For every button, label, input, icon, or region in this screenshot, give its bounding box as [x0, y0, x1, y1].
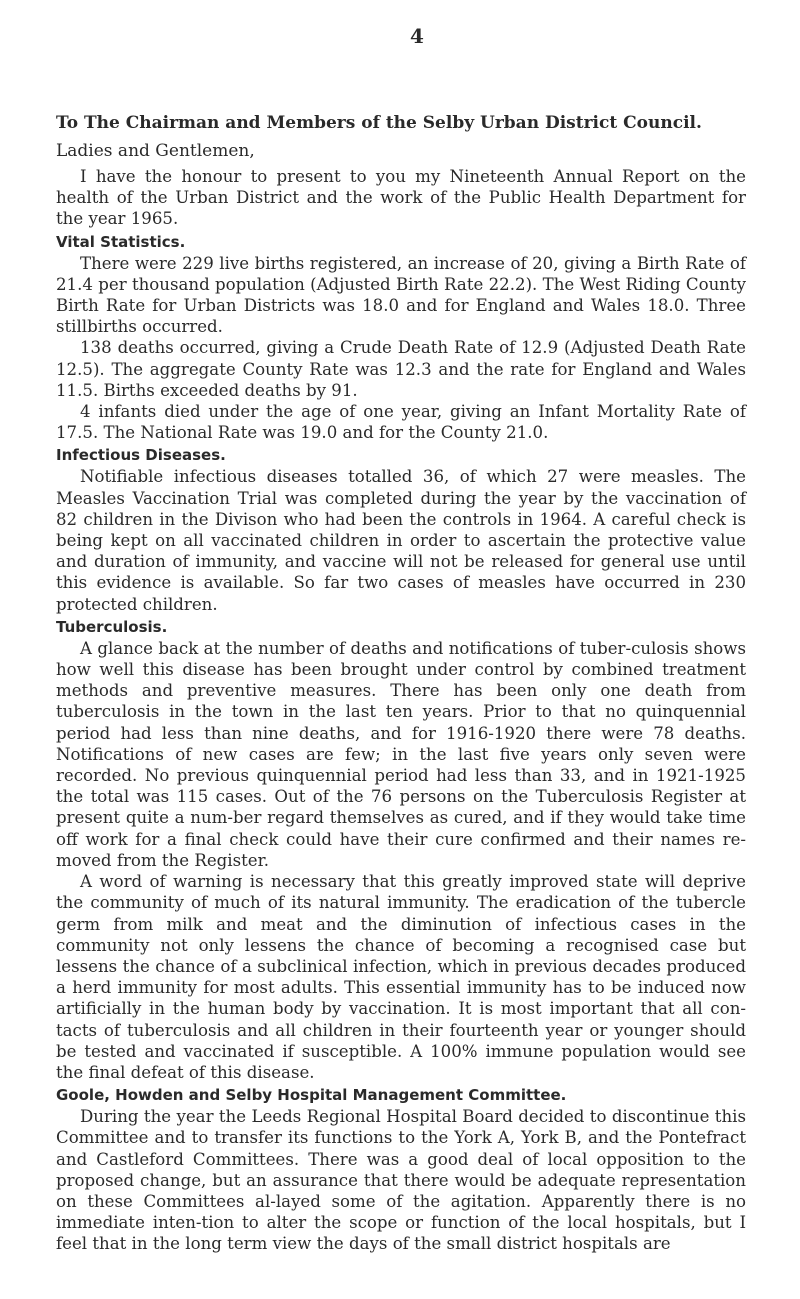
section-tuberculosis [56, 617, 746, 1083]
paragraph: A glance back at the number of deaths and notifications of tuber-culosis shows how well this disease has been brought under control by combined treatment methods and preventive measures. There has been only one death from tuberculosis in the town in the last ten years. Prior to that no quinquennial period had less than nine deaths, and for 1916-1920 there were 78 deaths. Notifications of new cases are few; in the last five years only seven were recorded. No previous quinquennial period had less than 33, and in 1921-1925 the total was 115 cases. Out of the 76 persons on the Tuberculosis Register at present quite a num-ber regard themselves as cured, and if they would take time off work for a final check could have their cure confirmed and their names re-moved from the Register. [56, 638, 746, 870]
section-heading: Vital Statistics. [56, 232, 186, 251]
section-heading: Goole, Howden and Selby Hospital Management Committee. [56, 1086, 567, 1105]
paragraph: During the year the Leeds Regional Hospital Board decided to discontinue this Committee and to transfer its functions to the York A, York B, and the Pontefract and Castleford Committees. There was a good deal of local opposition to the proposed change, but an assurance that there would be adequate representation on these Committees al-layed some of the agitation. Apparently there is no immediate inten-tion to alter the scope or function of the local hospitals, but I feel that in the long term view the days of the small district hospitals are [56, 1107, 746, 1254]
intro-paragraph: I have the honour to present to you my Nineteenth Annual Report on the health of the Urban District and the work of the Public Health Department for the year 1965. [56, 167, 746, 229]
page-number: 4 [410, 24, 424, 48]
paragraph: 4 infants died under the age of one year, giving an Infant Mortality Rate of 17.5. The National Rate was 19.0 and for the County 21.0. [56, 402, 746, 443]
section-vital-statistics [56, 232, 746, 444]
address-line: To The Chairman and Members of the Selby Urban District Council. [56, 113, 702, 133]
paragraph: There were 229 live births registered, an increase of 20, giving a Birth Rate of 21.4 per thousand population (Adjusted Birth Rate 22.2). The West Riding County Birth Rate for Urban Districts was 18.0 and for England and Wales 18.0. Three stillbirths occurred. [56, 253, 746, 337]
paragraph: 138 deaths occurred, giving a Crude Death Rate of 12.9 (Adjusted Death Rate 12.5). The aggregate County Rate was 12.3 and the rate for England and Wales 11.5. Births exceeded deaths by 91. [56, 338, 746, 400]
section-infectious-diseases [56, 445, 746, 614]
section-hospital-management-committee [56, 1085, 746, 1254]
paragraph: Notifiable infectious diseases totalled 36, of which 27 were measles. The Measles Vaccination Trial was completed during the year by the vaccination of 82 children in the Divison who had been the controls in 1964. A careful check is being kept on all vaccinated children in order to ascertain the protective value and duration of immunity, and vaccine will not be released for general use until this evidence is available. So far two cases of measles have occurred in 230 protected children. [56, 467, 746, 614]
paragraph: A word of warning is necessary that this greatly improved state will deprive the community of much of its natural immunity. The eradication of the tubercle germ from milk and meat and the diminution of infectious cases in the community not only lessens the chance of becoming a recognised case but lessens the chance of a subclinical infection, which in previous decades produced a herd immunity for most adults. This essential immunity has to be induced now artificially in the human body by vaccination. It is most important that all con-tacts of tuberculosis and all children in their fourteenth year or younger should be tested and vaccinated if susceptible. A 100% immune population would see the final defeat of this disease. [56, 872, 746, 1082]
section-heading: Tuberculosis. [56, 617, 168, 636]
document-page [56, 24, 746, 1255]
section-heading: Infectious Diseases. [56, 446, 226, 465]
salutation: Ladies and Gentlemen, [56, 141, 255, 161]
